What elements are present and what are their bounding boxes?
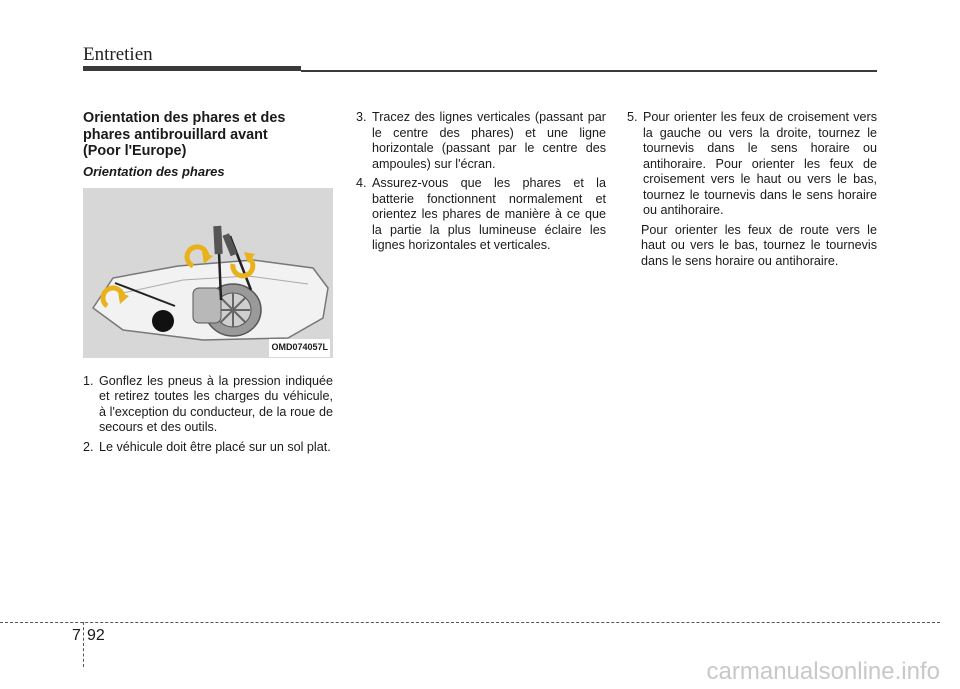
step-5-number: 5. [627,110,638,124]
section-title-line-3: (Poor l'Europe) [83,143,187,159]
high-beam-paragraph: Pour orienter les feux de route vers le haut ou vers le bas, tournez le tournevis dans le sens horaire ou antihoraire. [641,222,877,268]
chapter-number: 7 [72,627,81,644]
header-rule-thin [301,70,877,72]
step-3 [356,110,606,172]
headlamp-figure [83,188,333,358]
column-1 [83,110,333,459]
footer-dashed-divider [83,622,84,667]
section-title-line-2: phares antibrouillard avant [83,126,268,143]
column-2 [356,110,606,258]
figure-caption: OMD074057L [269,339,330,357]
page-number: 92 [87,627,105,644]
header-rule-thick [83,66,301,71]
column-3 [627,110,877,269]
step-4-text: Assurez-vous que les phares et la batterie fonctionnent normalement et orientez les phares de manière à ce que la partie la plus lumineuse éclaire les lignes horizontales et verticales. [372,176,606,252]
step-1-text: Gonflez les pneus à la pression indiquée et retirez toutes les charges du véhicule, à l'exception du conducteur, de la roue de secours et des outils. [99,373,333,434]
page-header-title: Entretien [83,44,153,65]
step-3-number: 3. [356,110,367,124]
step-4-number: 4. [356,176,367,190]
step-3-text: Tracez des lignes verticales (passant par le centre des phares) et une ligne horizontale (passant par le centre des ampoules) sur l'écran. [372,110,606,171]
bulb-cap-icon [152,310,174,332]
step-5-text: Pour orienter les feux de croisement vers la gauche ou vers la droite, tournez le tournevis dans le sens horaire ou antihoraire. Pour orienter les feux de croisement vers le haut ou vers le bas, tournez le tournevis dans le sens horaire ou antihoraire. [643,110,877,217]
headlamp-illustration [83,188,333,358]
step-4 [356,176,606,254]
step-2 [83,440,333,456]
section-title [83,110,333,160]
step-1 [83,374,333,436]
section-title-line-1: Orientation des phares et des [83,110,286,126]
watermark: carmanualsonline.info [706,658,940,685]
step-2-text: Le véhicule doit être placé sur un sol plat. [99,439,331,454]
subsection-title: Orientation des phares [83,163,225,179]
step-2-number: 2. [83,439,94,454]
step-5 [627,110,877,219]
step-1-number: 1. [83,373,94,388]
footer-dashed-rule [0,622,940,623]
